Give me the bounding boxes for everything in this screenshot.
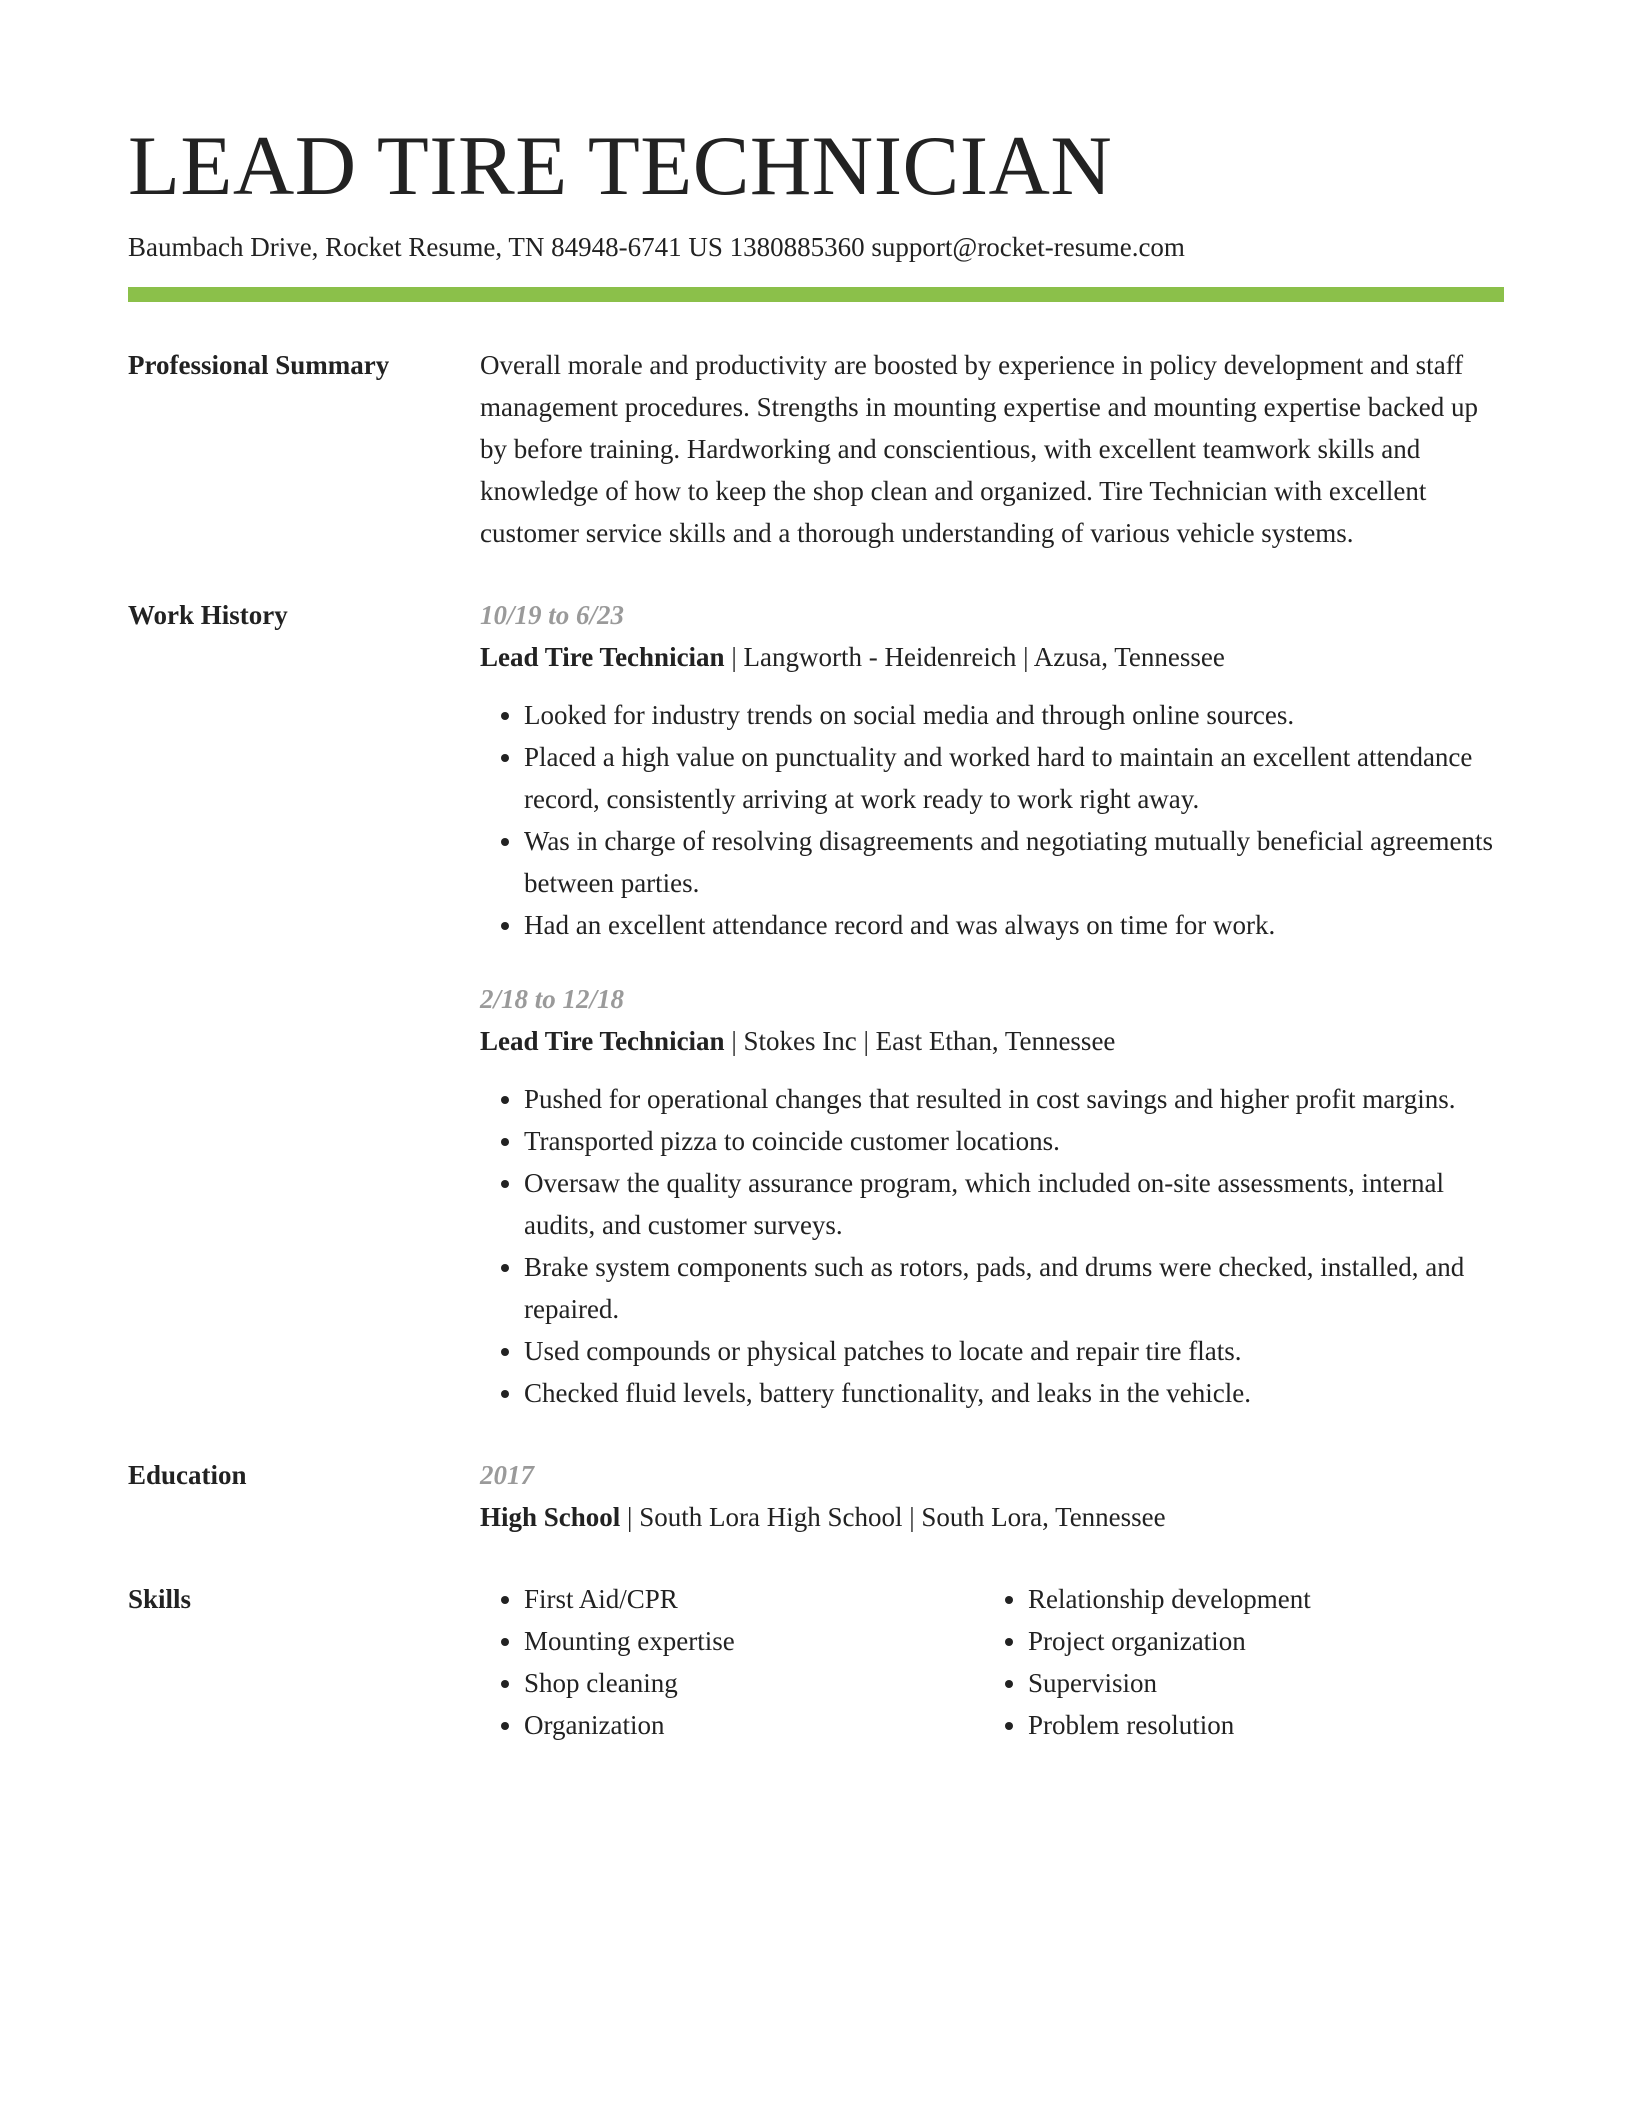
skills-grid (480, 1578, 1504, 1746)
job-company-location: | Stokes Inc | East Ethan, Tennessee (724, 1025, 1116, 1056)
resume-name: LEAD TIRE TECHNICIAN (128, 119, 1113, 213)
job-entry (480, 594, 1504, 946)
skill-item: • Shop cleaning (524, 1662, 984, 1704)
skills-list-left (480, 1578, 984, 1746)
skill-item: • Mounting expertise (524, 1620, 984, 1662)
skill-item: • First Aid/CPR (524, 1578, 984, 1620)
skill-item: • Supervision (1028, 1662, 1488, 1704)
section-title-education: Education (128, 1459, 247, 1490)
skill-item: • Problem resolution (1028, 1704, 1488, 1746)
job-heading (480, 636, 1504, 678)
education-heading (480, 1496, 1504, 1538)
professional-summary-section (128, 344, 1504, 554)
skills-list-right (984, 1578, 1488, 1746)
work-history-section (128, 594, 1504, 1414)
job-bullet: • Used compounds or physical patches to locate and repair tire flats. (524, 1330, 1504, 1372)
job-bullet-list (480, 1078, 1504, 1414)
job-heading (480, 1020, 1504, 1062)
summary-text: Overall morale and productivity are boosted by experience in policy development and staff management procedures. Strengths in mounting expertise and mounting expertise backed up by before training. Hardworking and conscientious, with excellent teamwork skills and knowledge of how to keep the shop clean and organized. Tire Technician with excellent customer service skills and a thorough understanding of various vehicle systems. (480, 349, 1478, 548)
section-title-summary: Professional Summary (128, 349, 390, 380)
job-company-location: | Langworth - Heidenreich | Azusa, Tennessee (724, 641, 1225, 672)
job-bullet: • Oversaw the quality assurance program, which included on-site assessments, internal audits, and customer surveys. (524, 1162, 1504, 1246)
job-bullet: • Looked for industry trends on social media and through online sources. (524, 694, 1504, 736)
contact-info: Baumbach Drive, Rocket Resume, TN 84948-6741 US 1380885360 support@rocket-resume.com (128, 231, 1185, 262)
education-year: 2017 (480, 1459, 534, 1490)
education-section (128, 1454, 1504, 1538)
work-history-body (480, 594, 1504, 1414)
education-school-location: | South Lora High School | South Lora, Tennessee (620, 1501, 1166, 1532)
skill-item: • Relationship development (1028, 1578, 1488, 1620)
job-dates: 2/18 to 12/18 (480, 983, 625, 1014)
skill-item: • Project organization (1028, 1620, 1488, 1662)
summary-body (480, 344, 1504, 554)
skills-body (480, 1578, 1504, 1746)
job-bullet-list (480, 694, 1504, 946)
section-title-skills: Skills (128, 1583, 192, 1614)
skills-section (128, 1578, 1504, 1746)
job-title: Lead Tire Technician (480, 1025, 725, 1056)
job-bullet: • Brake system components such as rotors, pads, and drums were checked, installed, and repaired. (524, 1246, 1504, 1330)
job-bullet: • Placed a high value on punctuality and worked hard to maintain an excellent attendance record, consistently arriving at work ready to work right away. (524, 736, 1504, 820)
job-entry (480, 978, 1504, 1414)
accent-divider (128, 287, 1504, 302)
education-body (480, 1454, 1504, 1538)
skill-item: • Organization (524, 1704, 984, 1746)
education-degree: High School (480, 1501, 621, 1532)
job-bullet: • Was in charge of resolving disagreements and negotiating mutually beneficial agreements between parties. (524, 820, 1504, 904)
job-dates: 10/19 to 6/23 (480, 599, 625, 630)
resume-page (128, 120, 1504, 1746)
job-bullet: • Pushed for operational changes that resulted in cost savings and higher profit margins. (524, 1078, 1504, 1120)
job-title: Lead Tire Technician (480, 641, 725, 672)
job-bullet: • Checked fluid levels, battery functionality, and leaks in the vehicle. (524, 1372, 1504, 1414)
job-bullet: • Had an excellent attendance record and was always on time for work. (524, 904, 1504, 946)
section-title-work-history: Work History (128, 599, 288, 630)
job-bullet: • Transported pizza to coincide customer locations. (524, 1120, 1504, 1162)
